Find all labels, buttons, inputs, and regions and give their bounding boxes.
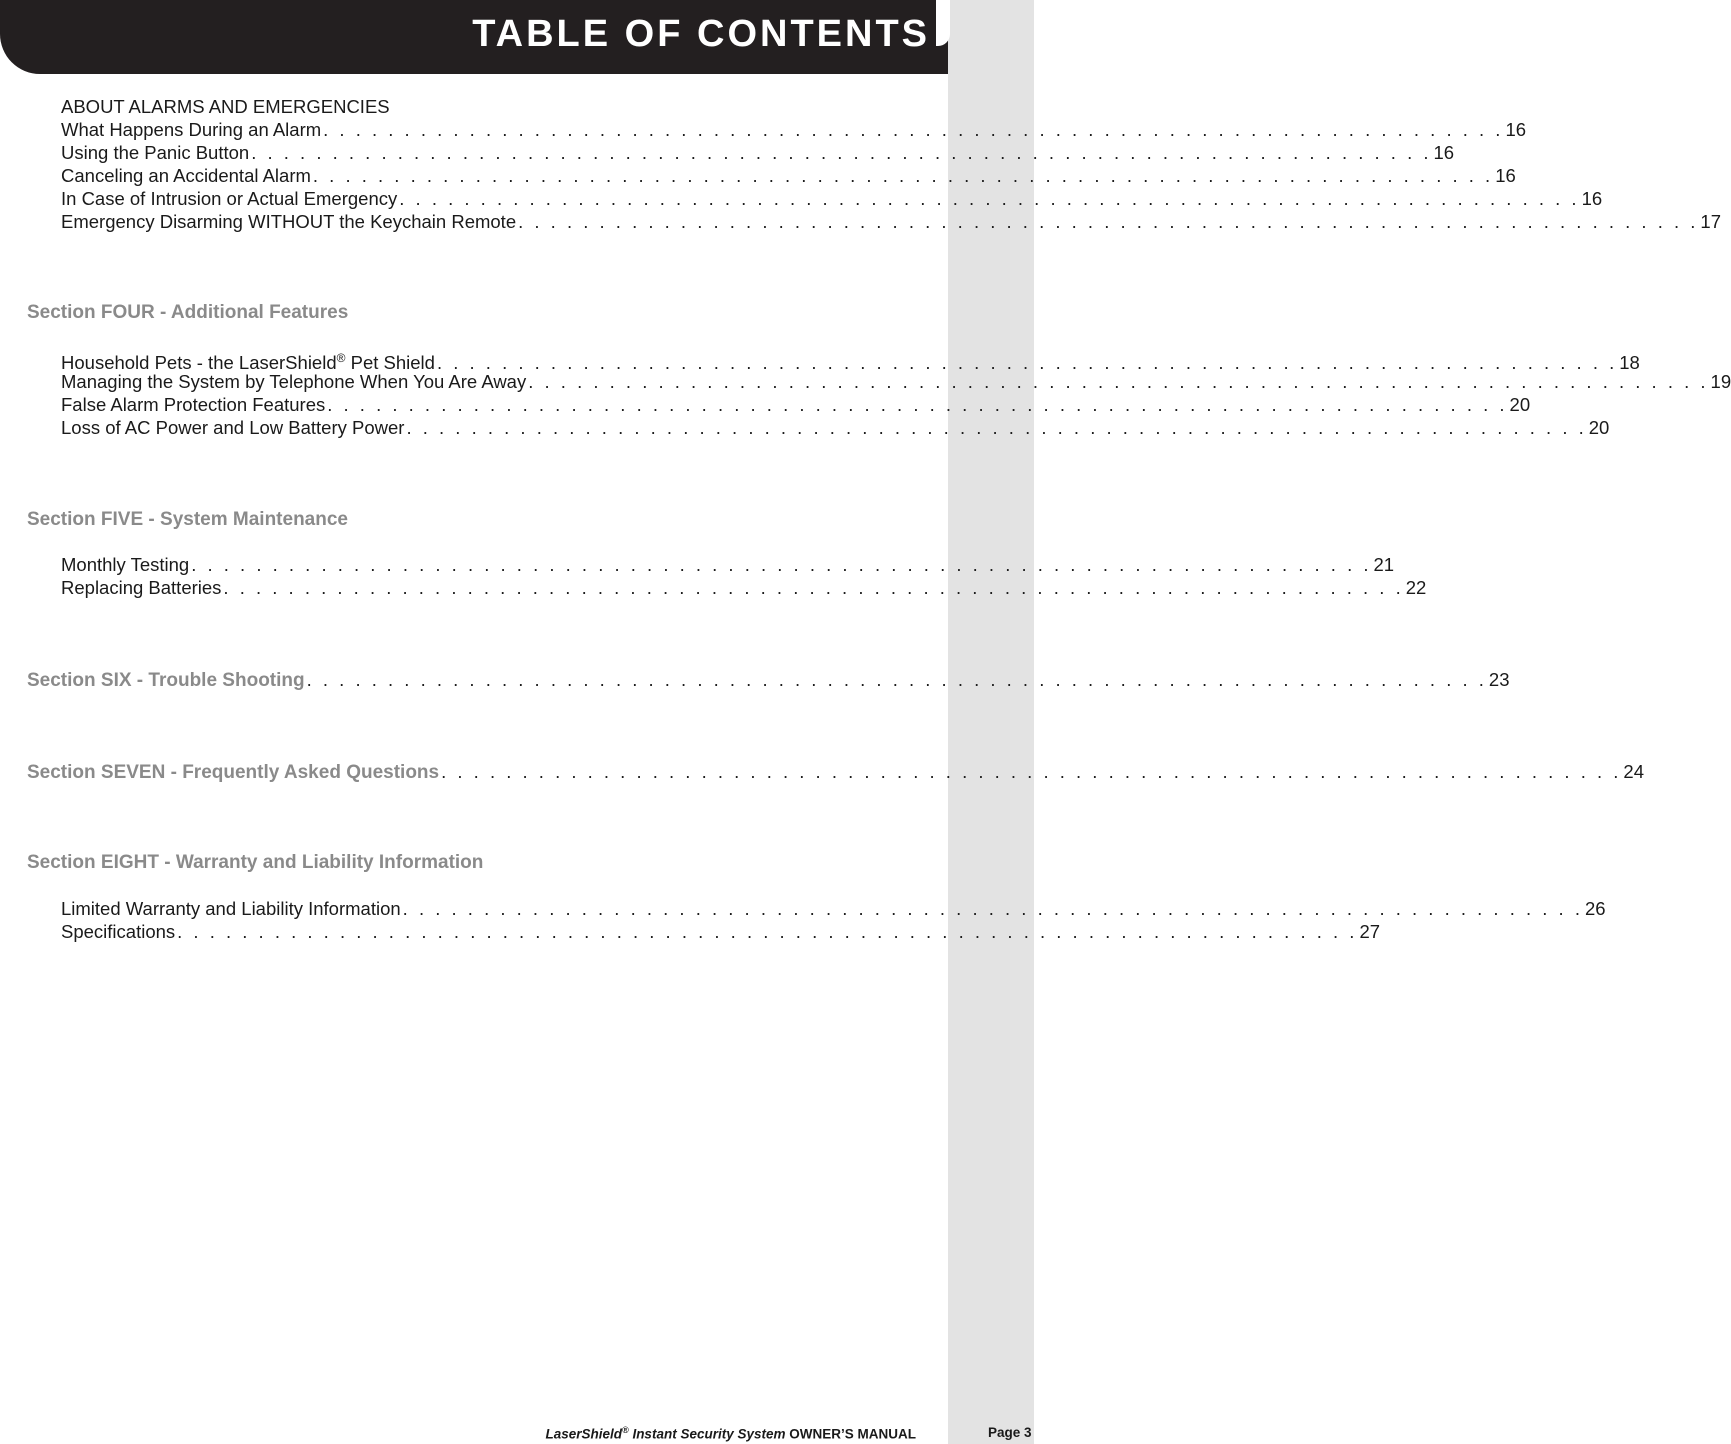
toc-entry-page: 23 xyxy=(1488,669,1510,690)
toc-entry-page: 21 xyxy=(1373,554,1395,575)
toc-entry-title: Specifications xyxy=(61,921,176,942)
dot-leader: . . . . . . . . . . . . . . . . . . . . . . . . . . . . . . . . . . . . . . . . . . . . . . . . . . . . . . . . . . . . . . . . . . . . . . . . . xyxy=(306,669,1487,690)
dot-leader: . . . . . . . . . . . . . . . . . . . . . . . . . . . . . . . . . . . . . . . . . . . . . . . . . . . . . . . . . . . . . . . . . . . . . . . . . xyxy=(327,394,1508,415)
section-heading-eight[interactable]: Section EIGHT - Warranty and Liability Information xyxy=(27,852,484,873)
toc-entry-page: 26 xyxy=(1584,898,1606,919)
dot-leader: . . . . . . . . . . . . . . . . . . . . . . . . . . . . . . . . . . . . . . . . . . . . . . . . . . . . . . . . . . . . . . . . . . . . . . . . . xyxy=(399,188,1580,209)
section-heading-five[interactable]: Section FIVE - System Maintenance xyxy=(27,509,348,530)
toc-entry-page: 20 xyxy=(1588,417,1610,438)
section-heading-four[interactable]: Section FOUR - Additional Features xyxy=(27,302,349,323)
dot-leader: . . . . . . . . . . . . . . . . . . . . . . . . . . . . . . . . . . . . . . . . . . . . . . . . . . . . . . . . . . . . . . . . . . . . . . . . . xyxy=(518,211,1699,232)
dot-leader: . . . . . . . . . . . . . . . . . . . . . . . . . . . . . . . . . . . . . . . . . . . . . . . . . . . . . . . . . . . . . . . . . . . . . . . . . xyxy=(436,352,1618,374)
subheading-about-alarms: ABOUT ALARMS AND EMERGENCIES xyxy=(61,96,390,117)
toc-entry-title: Household Pets - the LaserShield® Pet Shield xyxy=(61,351,435,374)
header-tab xyxy=(936,0,950,46)
dot-leader: . . . . . . . . . . . . . . . . . . . . . . . . . . . . . . . . . . . . . . . . . . . . . . . . . . . . . . . . . . . . . . . . . . . . . . . . . xyxy=(312,165,1494,186)
toc-entry-page: 19 xyxy=(1710,371,1731,392)
toc-entry-page: 16 xyxy=(1581,188,1603,209)
toc-entry[interactable] xyxy=(61,210,1721,234)
toc-entry[interactable] xyxy=(61,141,1455,165)
toc-entry-title: Canceling an Accidental Alarm xyxy=(61,165,311,186)
toc-entry[interactable] xyxy=(61,897,1606,921)
toc-entry-title: Monthly Testing xyxy=(61,554,190,575)
footer-brand: LaserShield xyxy=(545,1426,623,1442)
toc-entry-title: Managing the System by Telephone When You Are Away xyxy=(61,371,527,392)
section-heading-seven[interactable] xyxy=(27,760,1644,784)
toc-entry-title: Loss of AC Power and Low Battery Power xyxy=(61,417,405,438)
toc-entry[interactable] xyxy=(61,187,1603,211)
dot-leader: . . . . . . . . . . . . . . . . . . . . . . . . . . . . . . . . . . . . . . . . . . . . . . . . . . . . . . . . . . . . . . . . . . . . . . . . . xyxy=(441,761,1622,782)
toc-entry[interactable] xyxy=(61,164,1516,188)
registered-mark: ® xyxy=(336,351,346,365)
toc-entry[interactable] xyxy=(61,553,1395,577)
toc-entry-title: What Happens During an Alarm xyxy=(61,119,322,140)
footer-manual: OWNER’S MANUAL xyxy=(785,1426,916,1442)
toc-entry-page: 16 xyxy=(1495,165,1516,186)
dot-leader: . . . . . . . . . . . . . . . . . . . . . . . . . . . . . . . . . . . . . . . . . . . . . . . . . . . . . . . . . . . . . . . . . . . . . . . . . xyxy=(251,142,1432,163)
dot-leader: . . . . . . . . . . . . . . . . . . . . . . . . . . . . . . . . . . . . . . . . . . . . . . . . . . . . . . . . . . . . . . . . . . . . . . . . . xyxy=(406,417,1587,438)
footer-product: Instant Security System xyxy=(628,1426,786,1442)
footer-manual-title xyxy=(546,1425,916,1442)
page-number: Page 3 xyxy=(988,1425,1032,1440)
toc-entry-page: 20 xyxy=(1509,394,1531,415)
dot-leader: . . . . . . . . . . . . . . . . . . . . . . . . . . . . . . . . . . . . . . . . . . . . . . . . . . . . . . . . . . . . . . . . . . . . . . . . . xyxy=(177,921,1358,942)
toc-entry-title: Replacing Batteries xyxy=(61,577,222,598)
toc-entry[interactable] xyxy=(61,576,1427,600)
page-title: TABLE OF CONTENTS xyxy=(472,13,930,55)
toc-entry-page: 18 xyxy=(1619,352,1640,374)
dot-leader: . . . . . . . . . . . . . . . . . . . . . . . . . . . . . . . . . . . . . . . . . . . . . . . . . . . . . . . . . . . . . . . . . . . . . . . . . xyxy=(323,119,1504,140)
toc-entry-page: 16 xyxy=(1505,119,1527,140)
toc-entry-page: 16 xyxy=(1433,142,1455,163)
toc-entry-title: Section SIX - Trouble Shooting xyxy=(27,670,305,691)
dot-leader: . . . . . . . . . . . . . . . . . . . . . . . . . . . . . . . . . . . . . . . . . . . . . . . . . . . . . . . . . . . . . . . . . . . . . . . . . xyxy=(528,371,1709,392)
registered-mark: ® xyxy=(622,1425,629,1435)
toc-entry[interactable] xyxy=(61,370,1731,394)
toc-entry[interactable] xyxy=(61,118,1527,142)
toc-entry-title: Limited Warranty and Liability Information xyxy=(61,898,401,919)
toc-entry-page: 17 xyxy=(1700,211,1721,232)
toc-entry-page: 24 xyxy=(1623,761,1644,782)
toc-entry-page: 27 xyxy=(1359,921,1381,942)
toc-entry-title: Using the Panic Button xyxy=(61,142,250,163)
toc-entry-title: In Case of Intrusion or Actual Emergency xyxy=(61,188,398,209)
toc-entry-title: Section SEVEN - Frequently Asked Questions xyxy=(27,762,440,783)
section-heading-six[interactable] xyxy=(27,668,1510,692)
toc-entry-title: False Alarm Protection Features xyxy=(61,394,326,415)
toc-entry[interactable] xyxy=(61,920,1381,944)
dot-leader: . . . . . . . . . . . . . . . . . . . . . . . . . . . . . . . . . . . . . . . . . . . . . . . . . . . . . . . . . . . . . . . . . . . . . . . . . xyxy=(191,554,1372,575)
toc-entry[interactable] xyxy=(61,416,1610,440)
header-bar xyxy=(0,0,948,74)
dot-leader: . . . . . . . . . . . . . . . . . . . . . . . . . . . . . . . . . . . . . . . . . . . . . . . . . . . . . . . . . . . . . . . . . . . . . . . . . xyxy=(402,898,1583,919)
toc-entry[interactable] xyxy=(61,393,1531,417)
dot-leader: . . . . . . . . . . . . . . . . . . . . . . . . . . . . . . . . . . . . . . . . . . . . . . . . . . . . . . . . . . . . . . . . . . . . . . . . . xyxy=(223,577,1404,598)
toc-entry-page: 22 xyxy=(1405,577,1427,598)
toc-entry[interactable] xyxy=(61,346,1640,374)
toc-entry-title: Emergency Disarming WITHOUT the Keychain Remote xyxy=(61,211,517,232)
